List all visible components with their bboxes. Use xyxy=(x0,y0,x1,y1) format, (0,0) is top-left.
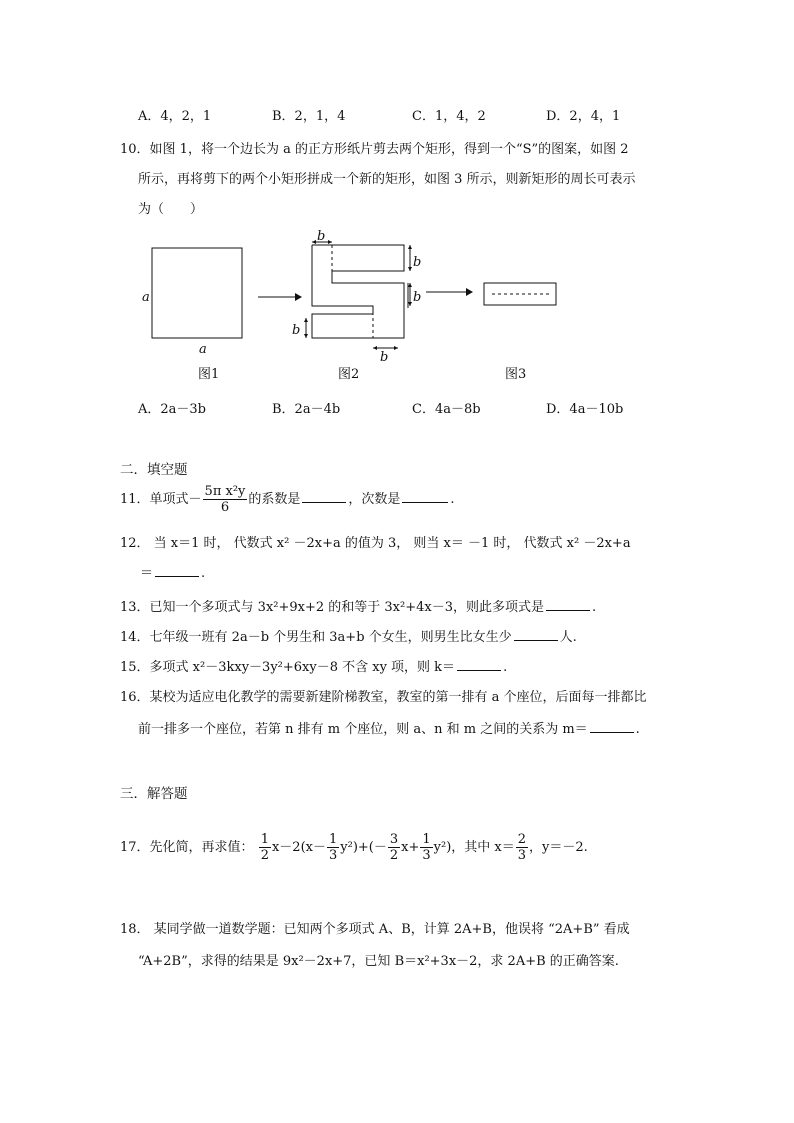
q11: 11．单项式－ $\frac{\text{5π x²y}}{6}$ 的系数是 ，次数是 . xyxy=(120,484,455,515)
q18-line1: 18． 某同学做一道数学题：已知两个多项式 A、B，计算 2A+B，他误将 “2A+B” 看成 xyxy=(120,922,630,937)
q10-option-b: B．2a－4b xyxy=(272,402,341,417)
fig3-caption: 图3 xyxy=(505,367,527,382)
fig2-caption: 图2 xyxy=(338,367,360,382)
q10-line1: 10．如图 1，将一个边长为 a 的正方形纸片剪去两个矩形，得到一个“S”的图案，如图 2 xyxy=(120,142,629,157)
fig1-side-label-left: a xyxy=(142,290,150,305)
fig2-b-top: b xyxy=(317,229,326,244)
q9-option-d: D．2，4，1 xyxy=(546,109,621,124)
q10-option-a: A．2a－3b xyxy=(138,402,207,417)
q15: 15．多项式 x²－3kxy－3y²+6xy－8 不含 xy 项，则 k＝ . xyxy=(120,660,508,675)
section-2-title: 二．填空题 xyxy=(120,462,188,478)
arrow-2-head xyxy=(466,288,473,296)
fig2-b-bottom: b xyxy=(380,350,389,365)
fig1-caption: 图1 xyxy=(198,367,220,382)
q10-line3: 为（ ） xyxy=(138,202,204,217)
fig2-b-left: b xyxy=(292,323,301,338)
q12-line2: ＝ . xyxy=(140,566,206,581)
q10-option-c: C．4a－8b xyxy=(412,402,481,417)
q16-line1: 16．某校为适应电化教学的需要新建阶梯教室，教室的第一排有 a 个座位，后面每一排都比 xyxy=(120,690,647,705)
section-3-title: 三．解答题 xyxy=(120,786,188,802)
q12-line1: 12． 当 x＝1 时， 代数式 x² －2x+a 的值为 3， 则当 x＝ －1 时， 代数式 x² －2x+a xyxy=(120,536,631,551)
q14: 14．七年级一班有 2a－b 个男生和 3a+b 个女生，则男生比女生少 人. xyxy=(120,630,577,645)
fig1-square xyxy=(152,248,242,338)
fig2-s-shape xyxy=(312,245,404,338)
q9-option-c: C．1，4，2 xyxy=(412,109,486,124)
q9-option-a: A．4，2，1 xyxy=(138,109,212,124)
arrow-1-head xyxy=(295,293,302,301)
q16-line2: 前一排多一个座位，若第 n 排有 m 个座位，则 a、n 和 m 之间的关系为 m＝ . xyxy=(138,722,640,737)
fig2-b-right-1: b xyxy=(413,255,422,270)
q18-line2: “A+2B”，求得的结果是 9x²－2x+7，已知 B＝x²+3x－2，求 2A+B 的正确答案. xyxy=(138,954,619,969)
q10-line2: 所示，再将剪下的两个小矩形拼成一个新的矩形，如图 3 所示，则新矩形的周长可表示 xyxy=(138,172,636,187)
q10-option-d: D．4a－10b xyxy=(546,402,624,417)
fig1-side-label-bottom: a xyxy=(199,342,207,357)
fig2-b-right-2: b xyxy=(413,290,422,305)
q13: 13．已知一个多项式与 3x²+9x+2 的和等于 3x²+4x－3，则此多项式是 . xyxy=(120,600,597,615)
q17: 17．先化简，再求值： $\frac{1}{2}$ x－2(x－ $\frac{1}{3}$ y²)+(－ $\frac{3}{2}$ x+ $\frac{1}{3}$ y²)，其中 x＝ $\frac{2}{3}$ ，y＝－2. xyxy=(120,832,588,863)
q9-option-b: B．2，1，4 xyxy=(272,109,346,124)
